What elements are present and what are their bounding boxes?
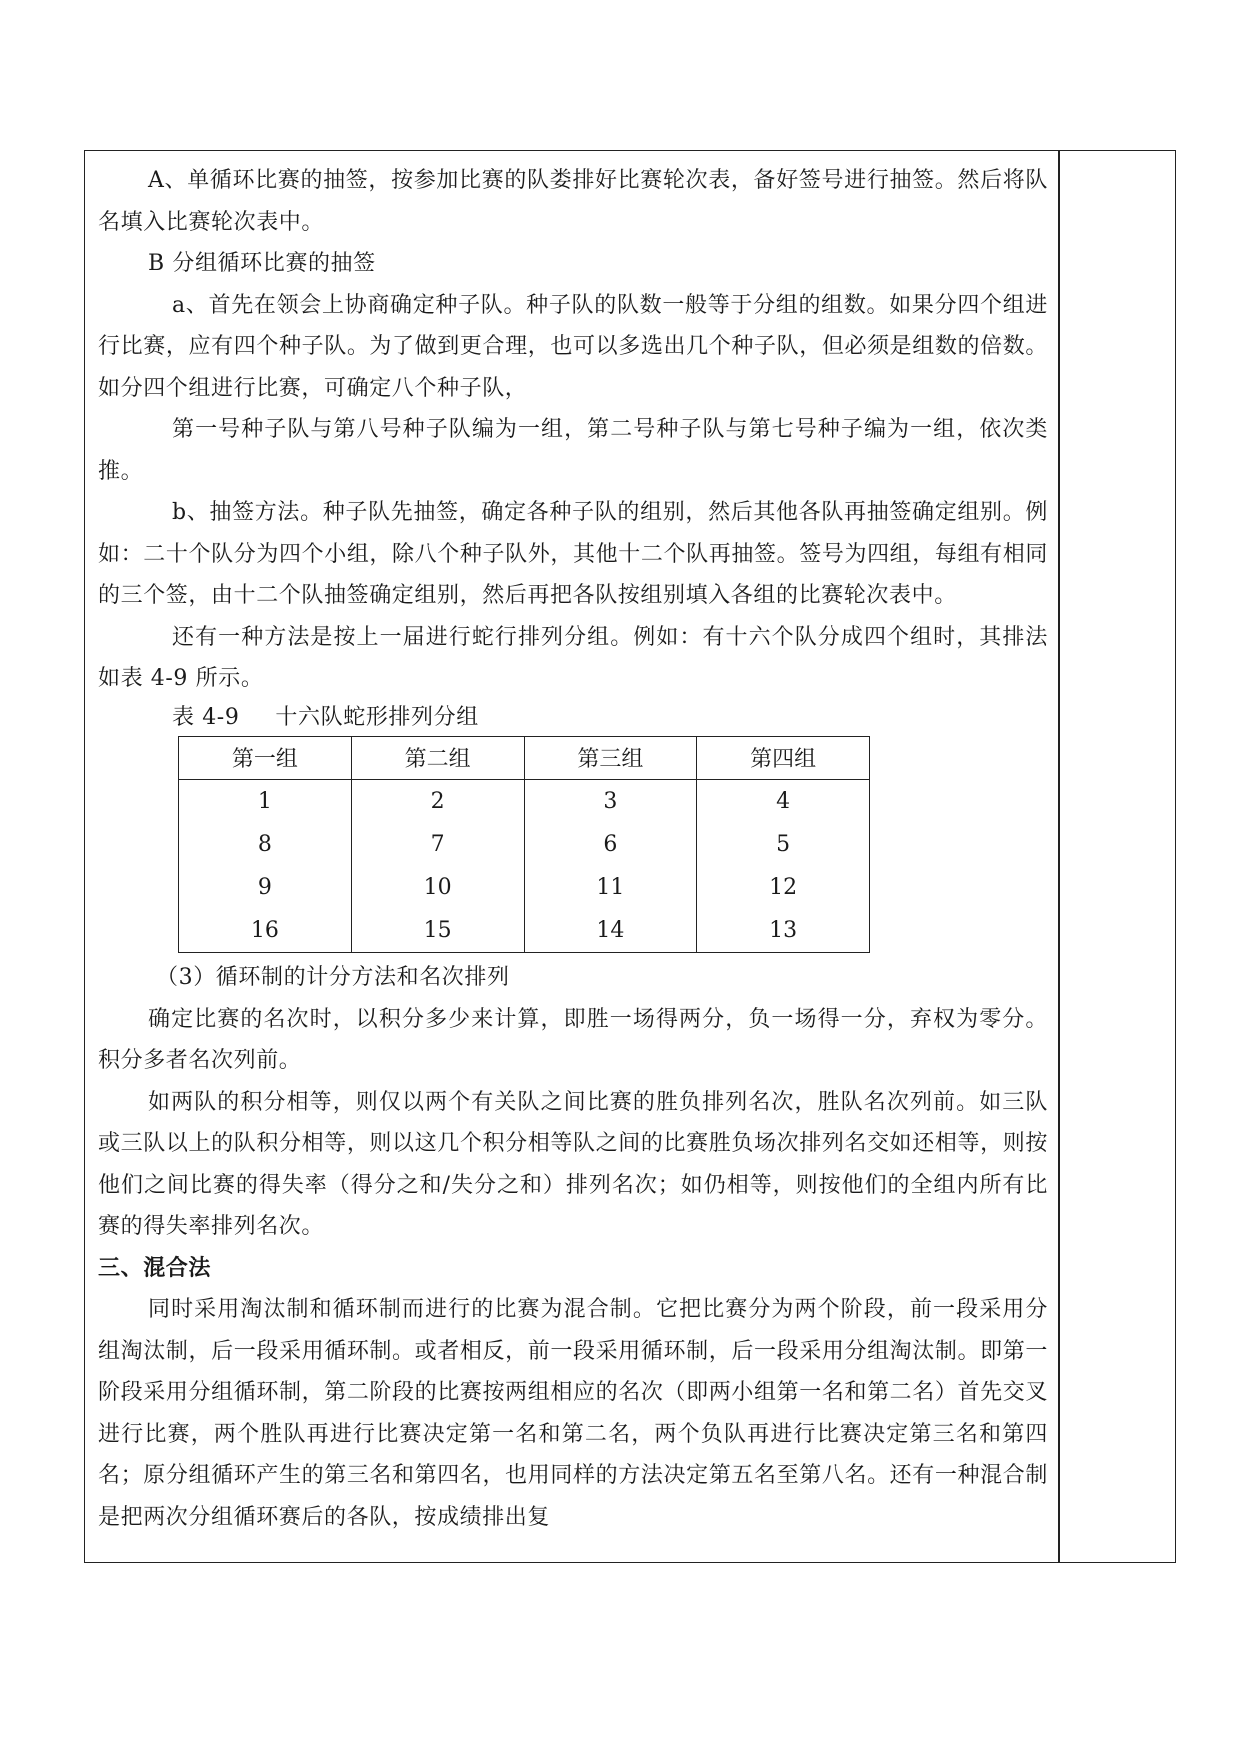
group-table bbox=[178, 736, 870, 953]
table-cell: 13 bbox=[697, 909, 870, 953]
paragraph: a、首先在领会上协商确定种子队。种子队的队数一般等于分组的组数。如果分四个组进行比赛，应有四个种子队。为了做到更合理，也可以多选出几个种子队，但必须是组数的倍数。如分四个组进行比赛，可确定八个种子队， bbox=[98, 292, 1048, 401]
table-header-row bbox=[179, 736, 870, 779]
table-cell: 8 bbox=[179, 823, 352, 866]
document-body bbox=[98, 160, 1048, 1538]
table-cell: 2 bbox=[351, 779, 524, 823]
table-caption-number: 表 4-9 bbox=[172, 704, 240, 730]
table-cell: 5 bbox=[697, 823, 870, 866]
table-cell: 11 bbox=[524, 866, 697, 909]
paragraph: B 分组循环比赛的抽签 bbox=[148, 251, 376, 276]
table-cell: 4 bbox=[697, 779, 870, 823]
paragraph: 还有一种方法是按上一届进行蛇行排列分组。例如：有十六个队分成四个组时，其排法如表 4-9 所示。 bbox=[98, 624, 1048, 691]
table-cell: 12 bbox=[697, 866, 870, 909]
paragraph: 第一号种子队与第八号种子队编为一组，第二号种子队与第七号种子编为一组，依次类推。 bbox=[98, 417, 1048, 484]
paragraph: A、单循环比赛的抽签，按参加比赛的队娄排好比赛轮次表，备好签号进行抽签。然后将队名填入比赛轮次表中。 bbox=[98, 168, 1048, 235]
table-row bbox=[179, 823, 870, 866]
table-header-cell: 第四组 bbox=[697, 736, 870, 779]
table-caption-title: 十六队蛇形排列分组 bbox=[275, 704, 479, 730]
table-header-cell: 第二组 bbox=[351, 736, 524, 779]
table-cell: 15 bbox=[351, 909, 524, 953]
table-cell: 7 bbox=[351, 823, 524, 866]
table-cell: 14 bbox=[524, 909, 697, 953]
paragraph: 确定比赛的名次时，以积分多少来计算，即胜一场得两分，负一场得一分，弃权为零分。积分多者名次列前。 bbox=[98, 1006, 1048, 1073]
table-cell: 6 bbox=[524, 823, 697, 866]
table-row bbox=[179, 866, 870, 909]
paragraph: b、抽签方法。种子队先抽签，确定各种子队的组别，然后其他各队再抽签确定组别。例如：二十个队分为四个小组，除八个种子队外，其他十二个队再抽签。签号为四组，每组有相同的三个签，由十二个队抽签确定组别，然后再把各队按组别填入各组的比赛轮次表中。 bbox=[98, 500, 1048, 608]
paragraph-group-bottom bbox=[98, 999, 1048, 1248]
table-cell: 16 bbox=[179, 909, 352, 953]
margin-column-divider bbox=[1058, 150, 1060, 1563]
table-header-cell: 第一组 bbox=[179, 736, 352, 779]
section-heading: 三、混合法 bbox=[98, 1254, 212, 1281]
table-caption bbox=[172, 700, 1048, 736]
table-header-cell: 第三组 bbox=[524, 736, 697, 779]
section-paragraph: 同时采用淘汰制和循环制而进行的比赛为混合制。它把比赛分为两个阶段，前一段采用分组淘汰制，后一段采用循环制。或者相反，前一段采用循环制，后一段采用分组淘汰制。即第一阶段采用分组循环制，第二阶段的比赛按两组相应的名次（即两小组第一名和第二名）首先交叉进行比赛，两个胜队再进行比赛决定第一名和第二名，两个负队再进行比赛决定第三名和第四名；原分组循环产生的第三名和第四名，也用同样的方法决定第五名至第八名。还有一种混合制是把两次分组循环赛后的各队，按成绩排出复 bbox=[98, 1297, 1048, 1530]
table-row bbox=[179, 909, 870, 953]
subheading-scoring: （3）循环制的计分方法和名次排列 bbox=[156, 964, 510, 990]
table-cell: 3 bbox=[524, 779, 697, 823]
table-cell: 1 bbox=[179, 779, 352, 823]
table-cell: 9 bbox=[179, 866, 352, 909]
table-row bbox=[179, 779, 870, 823]
table-cell: 10 bbox=[351, 866, 524, 909]
paragraph-group-top bbox=[98, 160, 1048, 700]
paragraph: 如两队的积分相等，则仅以两个有关队之间比赛的胜负排列名次，胜队名次列前。如三队或三队以上的队积分相等，则以这几个积分相等队之间的比赛胜负场次排列名交如还相等，则按他们之间比赛的得失率（得分之和/失分之和）排列名次；如仍相等，则按他们的全组内所有比赛的得失率排列名次。 bbox=[98, 1089, 1048, 1239]
